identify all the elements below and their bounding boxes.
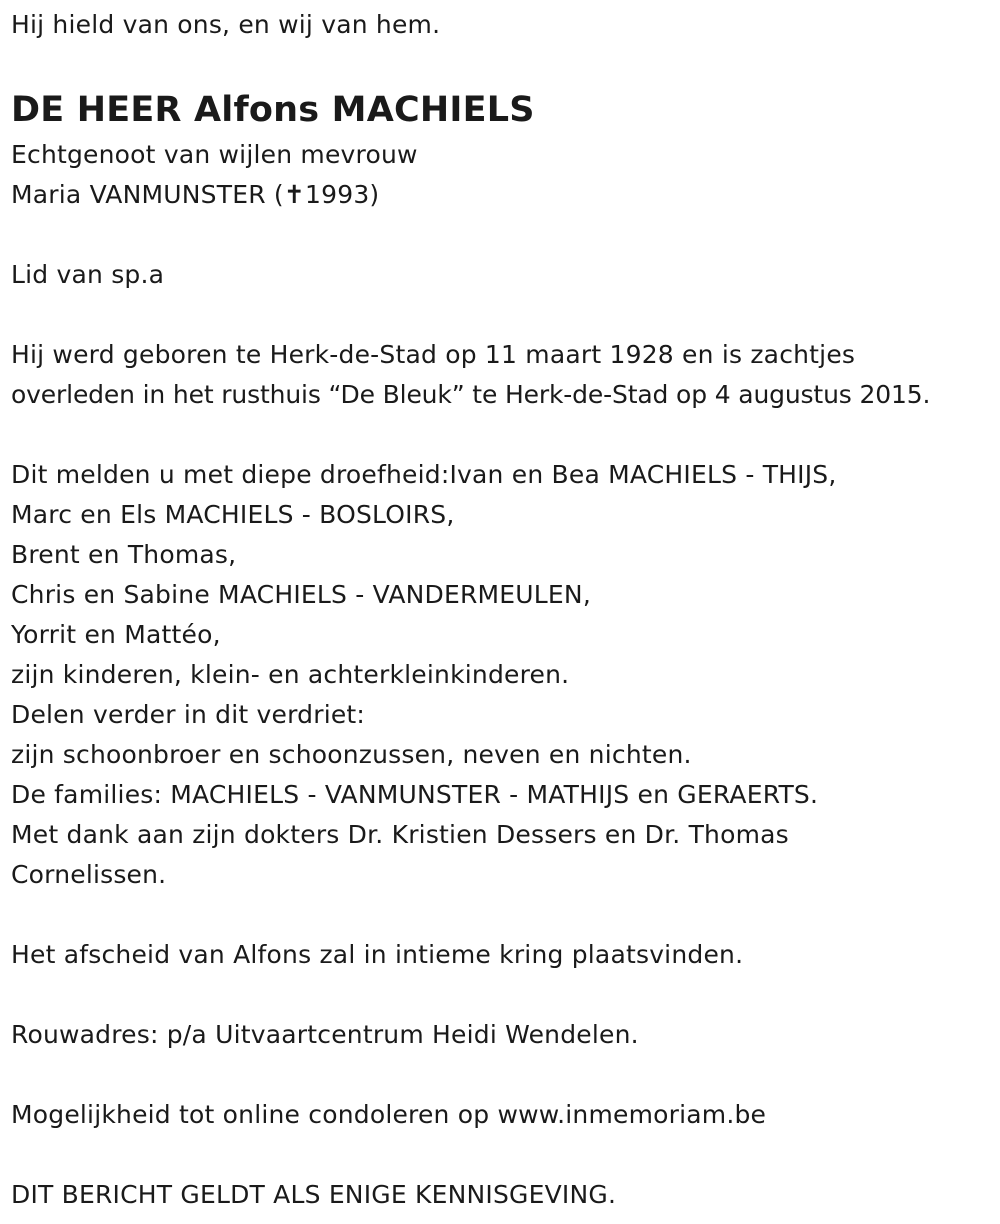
birth-death-line: Hij werd geboren te Herk-de-Stad op 11 maart 1928 en is zachtjes <box>11 340 856 369</box>
spacer <box>11 295 996 335</box>
farewell-line: Het afscheid van Alfons zal in intieme kring plaatsvinden. <box>11 940 744 969</box>
announcement-line: Chris en Sabine MACHIELS - VANDERMEULEN, <box>11 580 591 609</box>
spouse-line: Maria VANMUNSTER (✝1993) <box>11 180 380 209</box>
spouse-line: Echtgenoot van wijlen mevrouw <box>11 140 418 169</box>
spacer <box>11 895 996 935</box>
notice-line: DIT BERICHT GELDT ALS ENIGE KENNISGEVING. <box>11 1180 617 1209</box>
spacer <box>11 975 996 1015</box>
announcement-line: Marc en Els MACHIELS - BOSLOIRS, <box>11 500 455 529</box>
obituary-notice <box>11 0 996 1215</box>
spacer <box>11 1135 996 1175</box>
spacer <box>11 1055 996 1095</box>
announcement-line: Dit melden u met diepe droefheid:Ivan en Bea MACHIELS - THIJS, <box>11 460 837 489</box>
deceased-name: DE HEER Alfons MACHIELS <box>11 90 535 130</box>
spacer <box>11 215 996 255</box>
announcement-line: zijn schoonbroer en schoonzussen, neven en nichten. <box>11 740 692 769</box>
membership-line: Lid van sp.a <box>11 260 165 289</box>
spacer <box>11 415 996 455</box>
announcement-line: Delen verder in dit verdriet: <box>11 700 366 729</box>
announcement-line: Met dank aan zijn dokters Dr. Kristien Dessers en Dr. Thomas <box>11 820 789 849</box>
address-line: Rouwadres: p/a Uitvaartcentrum Heidi Wendelen. <box>11 1020 639 1049</box>
birth-death-line: overleden in het rusthuis “De Bleuk” te Herk-de-Stad op 4 augustus 2015. <box>11 380 931 409</box>
announcement-line: zijn kinderen, klein- en achterkleinkinderen. <box>11 660 570 689</box>
intro-line: Hij hield van ons, en wij van hem. <box>11 10 441 39</box>
announcement-line: Cornelissen. <box>11 860 167 889</box>
announcement-line: Brent en Thomas, <box>11 540 237 569</box>
announcement-line: De families: MACHIELS - VANMUNSTER - MATHIJS en GERAERTS. <box>11 780 819 809</box>
announcement-line: Yorrit en Mattéo, <box>11 620 221 649</box>
condolences-line: Mogelijkheid tot online condoleren op www.inmemoriam.be <box>11 1100 767 1129</box>
